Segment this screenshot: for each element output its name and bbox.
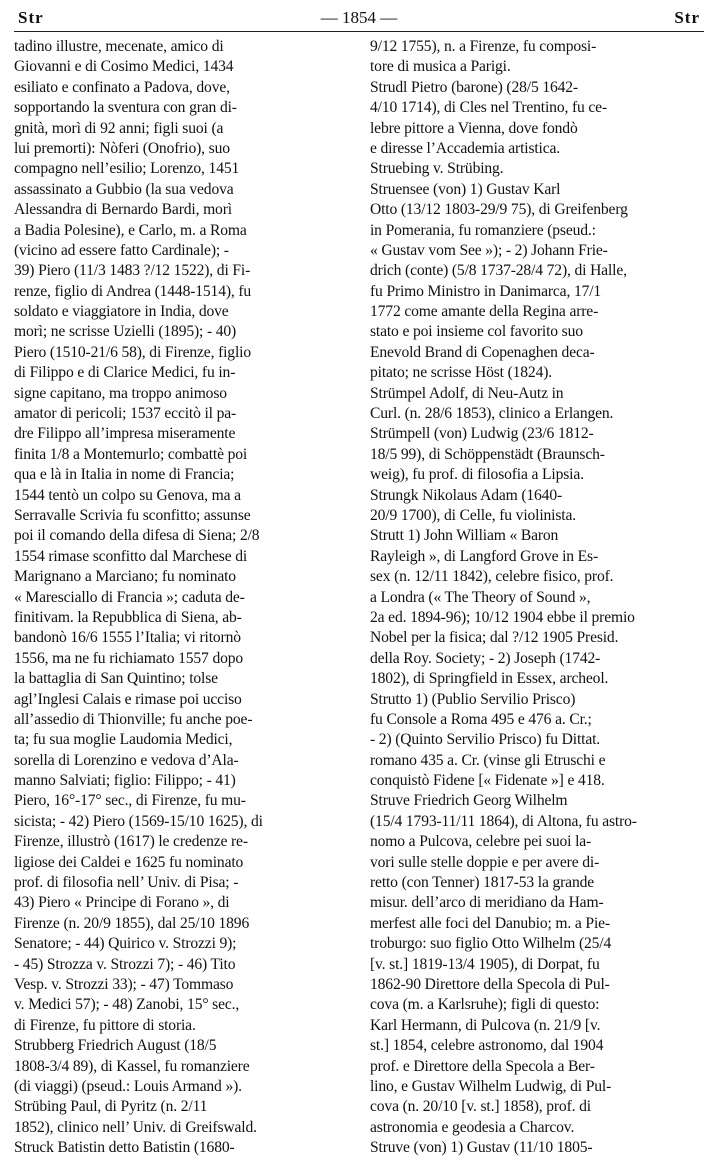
text-line: (15/4 1793-11/11 1864), di Altona, fu astro- bbox=[370, 812, 637, 830]
text-line: « Maresciallo di Francia »; caduta de- bbox=[14, 588, 245, 606]
text-line: Rayleigh », di Langford Grove in Es- bbox=[370, 547, 599, 565]
text-line: conquistò Fidene [« Fidenate »] e 418. bbox=[370, 772, 605, 790]
text-line: amator di pericoli; 1537 eccitò il pa- bbox=[14, 405, 237, 423]
text-line: compagno nell’esilio; Lorenzo, 1451 bbox=[14, 160, 240, 178]
right-column bbox=[370, 37, 706, 1158]
text-line: dre Filippo all’impresa miseramente bbox=[14, 425, 236, 443]
text-line: 9/12 1755), n. a Firenze, fu composi- bbox=[370, 38, 597, 55]
text-line: assassinato a Gubbio (la sua vedova bbox=[14, 180, 234, 198]
text-line: weig), fu prof. di filosofia a Lipsia. bbox=[370, 466, 584, 484]
text-line: Strümpell (von) Ludwig (23/6 1812- bbox=[370, 425, 594, 443]
text-line: all’assedio di Thionville; fu anche poe- bbox=[14, 710, 253, 728]
text-line: Struensee (von) 1) Gustav Karl bbox=[370, 180, 561, 198]
text-line: fu Console a Roma 495 e 476 a. Cr.; bbox=[370, 710, 592, 728]
text-line: retto (con Tenner) 1817-53 la grande bbox=[370, 874, 595, 892]
text-line: 1772 come amante della Regina arre- bbox=[370, 303, 599, 321]
text-line: Firenze, illustrò (1617) le credenze re- bbox=[14, 833, 248, 851]
text-line: Strubberg Friedrich August (18/5 bbox=[14, 1037, 217, 1055]
text-line: a Badia Polesine), e Carlo, m. a Roma bbox=[14, 221, 247, 239]
text-line: 1544 tentò un colpo su Genova, ma a bbox=[14, 486, 241, 504]
text-line: prof. di filosofia nell’ Univ. di Pisa; - bbox=[14, 874, 239, 892]
text-line: Vesp. v. Strozzi 33); - 47) Tommaso bbox=[14, 975, 234, 993]
text-line: Piero (1510-21/6 58), di Firenze, figlio bbox=[14, 343, 251, 361]
text-line: finitivam. la Repubblica di Siena, ab- bbox=[14, 608, 242, 626]
text-line: sicista; - 42) Piero (1569-15/10 1625), di bbox=[14, 812, 263, 830]
text-line: Curl. (n. 28/6 1853), clinico a Erlangen. bbox=[370, 405, 614, 423]
text-line: 4/10 1714), di Cles nel Trentino, fu ce- bbox=[370, 99, 607, 117]
text-line: Struck Batistin detto Batistin (1680- bbox=[14, 1139, 235, 1157]
text-line: Marignano a Marciano; fu nominato bbox=[14, 568, 236, 586]
text-line: st.] 1854, celebre astronomo, dal 1904 bbox=[370, 1037, 604, 1055]
text-line: Alessandra di Bernardo Bardi, morì bbox=[14, 201, 232, 219]
text-line: 20/9 1700), di Celle, fu violinista. bbox=[370, 506, 576, 524]
text-line: qua e là in Italia in nome di Francia; bbox=[14, 466, 235, 484]
text-line: Strungk Nikolaus Adam (1640- bbox=[370, 486, 563, 504]
text-line: e diresse l’Accademia artistica. bbox=[370, 139, 561, 157]
text-line: Serravalle Scrivia fu sconfitto; assunse bbox=[14, 506, 251, 524]
text-line: Enevold Brand di Copenaghen deca- bbox=[370, 343, 595, 361]
text-line: 1808-3/4 89), di Kassel, fu romanziere bbox=[14, 1057, 250, 1075]
text-line: lebre pittore a Vienna, dove fondò bbox=[370, 119, 578, 137]
text-line: pitato; ne scrisse Höst (1824). bbox=[370, 364, 553, 382]
text-line: 39) Piero (11/3 1483 ?/12 1522), di Fi- bbox=[14, 262, 251, 280]
text-line: cova (m. a Karlsruhe); figli di questo: bbox=[370, 996, 600, 1014]
text-line: gnità, morì di 92 anni; figli suoi (a bbox=[14, 119, 224, 137]
text-line: 18/5 99), di Schöppenstädt (Braunsch- bbox=[370, 445, 605, 463]
text-line: 1862-90 Direttore della Specola di Pul- bbox=[370, 975, 610, 993]
text-line: merfest alle foci del Danubio; m. a Pie- bbox=[370, 914, 610, 932]
text-line: 1556, ma ne fu richiamato 1557 dopo bbox=[14, 649, 244, 667]
text-line: soldato e viaggiatore in India, dove bbox=[14, 303, 229, 321]
text-line: astronomia e geodesia a Charcov. bbox=[370, 1118, 575, 1136]
text-line: sex (n. 12/11 1842), celebre fisico, prof. bbox=[370, 568, 614, 586]
text-line: di Firenze, fu pittore di storia. bbox=[14, 1016, 196, 1034]
text-line: bandonò 16/6 1555 l’Italia; vi ritornò bbox=[14, 629, 241, 647]
text-line: prof. e Direttore della Specola a Ber- bbox=[370, 1057, 595, 1075]
text-line: 1802), di Springfield in Essex, archeol. bbox=[370, 670, 609, 688]
text-line: 2a ed. 1894-96); 10/12 1904 ebbe il premio bbox=[370, 608, 635, 626]
left-column bbox=[14, 37, 352, 1158]
text-line: stato e poi insieme col favorito suo bbox=[370, 323, 583, 341]
text-line: (vicino ad essere fatto Cardinale); - bbox=[14, 241, 229, 259]
text-line: la battaglia di San Quintino; tolse bbox=[14, 670, 218, 688]
text-line: vori sulle stelle doppie e per avere di- bbox=[370, 853, 600, 871]
text-line: cova (n. 20/10 [v. st.] 1858), prof. di bbox=[370, 1098, 591, 1116]
text-line: lino, e Gustav Wilhelm Ludwig, di Pul- bbox=[370, 1077, 612, 1095]
text-line: Karl Hermann, di Pulcova (n. 21/9 [v. bbox=[370, 1016, 601, 1034]
text-line: in Pomerania, fu romanziere (pseud.: bbox=[370, 221, 596, 239]
text-line: nomo a Pulcova, celebre pei suoi la- bbox=[370, 833, 592, 851]
text-line: di Filippo e di Clarice Medici, fu in- bbox=[14, 364, 236, 382]
text-line: Strübing Paul, di Pyritz (n. 2/11 bbox=[14, 1098, 208, 1116]
text-line: Strümpel Adolf, di Neu-Autz in bbox=[370, 384, 564, 402]
text-line: Senatore; - 44) Quirico v. Strozzi 9); bbox=[14, 935, 237, 953]
text-line: [v. st.] 1819-13/4 1905), di Dorpat, fu bbox=[370, 955, 600, 973]
text-line: morì; ne scrisse Uzielli (1895); - 40) bbox=[14, 323, 237, 341]
text-line: manno Salviati; figlio: Filippo; - 41) bbox=[14, 772, 236, 790]
text-line: 1852), clinico nell’ Univ. di Greifswald. bbox=[14, 1118, 257, 1136]
text-line: esiliato e confinato a Padova, dove, bbox=[14, 78, 230, 96]
text-line: misur. dell’arco di meridiano da Ham- bbox=[370, 894, 604, 912]
text-line: Strutto 1) (Publio Servilio Prisco) bbox=[370, 690, 576, 708]
text-line: renze, figlio di Andrea (1448-1514), fu bbox=[14, 282, 252, 300]
text-line: sopportando la sventura con gran di- bbox=[14, 99, 237, 117]
header-right-guide-word: Str bbox=[674, 8, 700, 27]
text-line: drich (conte) (5/8 1737-28/4 72), di Halle, bbox=[370, 262, 627, 280]
header-rule bbox=[14, 31, 704, 32]
text-line: a Londra (« The Theory of Sound », bbox=[370, 588, 591, 606]
text-line: - 45) Strozza v. Strozzi 7); - 46) Tito bbox=[14, 955, 236, 973]
text-line: finita 1/8 a Montemurlo; combattè poi bbox=[14, 445, 248, 463]
text-line: Struebing v. Strübing. bbox=[370, 160, 504, 178]
header-left-guide-word: Str bbox=[18, 8, 44, 27]
text-line: Struve Friedrich Georg Wilhelm bbox=[370, 792, 568, 810]
text-line: (di viaggi) (pseud.: Louis Armand »). bbox=[14, 1077, 242, 1095]
text-line: « Gustav vom See »); - 2) Johann Frie- bbox=[370, 241, 608, 259]
text-line: 1554 rimase sconfitto dal Marchese di bbox=[14, 547, 248, 565]
text-line: v. Medici 57); - 48) Zanobi, 15° sec., bbox=[14, 996, 240, 1014]
text-line: ta; fu sua moglie Laudomia Medici, bbox=[14, 731, 233, 749]
text-line: 43) Piero « Principe di Forano », di bbox=[14, 894, 230, 912]
text-line: fu Primo Ministro in Danimarca, 17/1 bbox=[370, 282, 602, 300]
text-line: - 2) (Quinto Servilio Prisco) fu Dittat. bbox=[370, 731, 601, 749]
text-line: romano 435 a. Cr. (vinse gli Etruschi e bbox=[370, 751, 606, 769]
text-line: Firenze (n. 20/9 1855), dal 25/10 1896 bbox=[14, 914, 250, 932]
text-line: agl’Inglesi Calais e rimase poi ucciso bbox=[14, 690, 242, 708]
text-line: Struve (von) 1) Gustav (11/10 1805- bbox=[370, 1139, 593, 1157]
page-number: — 1854 — bbox=[320, 8, 398, 27]
text-line: Giovanni e di Cosimo Medici, 1434 bbox=[14, 58, 234, 76]
text-line: tadino illustre, mecenate, amico di bbox=[14, 38, 224, 55]
text-line: della Roy. Society; - 2) Joseph (1742- bbox=[370, 649, 601, 667]
text-line: sorella di Lorenzino e vedova d’Ala- bbox=[14, 751, 239, 769]
text-line: ligiose dei Caldei e 1625 fu nominato bbox=[14, 853, 244, 871]
text-line: Otto (13/12 1803-29/9 75), di Greifenberg bbox=[370, 201, 628, 219]
text-line: lui premorti): Nòferi (Onofrio), suo bbox=[14, 139, 230, 157]
text-line: tore di musica a Parigi. bbox=[370, 58, 511, 76]
text-line: Strudl Pietro (barone) (28/5 1642- bbox=[370, 78, 578, 96]
running-header bbox=[18, 6, 700, 30]
text-line: Piero, 16°-17° sec., di Firenze, fu mu- bbox=[14, 792, 246, 810]
text-line: Nobel per la fisica; dal ?/12 1905 Presid. bbox=[370, 629, 619, 647]
text-line: Strutt 1) John William « Baron bbox=[370, 527, 559, 545]
text-line: troburgo: suo figlio Otto Wilhelm (25/4 bbox=[370, 935, 612, 953]
text-line: poi il comando della difesa di Siena; 2/8 bbox=[14, 527, 260, 545]
text-line: signe capitano, ma troppo animoso bbox=[14, 384, 227, 402]
